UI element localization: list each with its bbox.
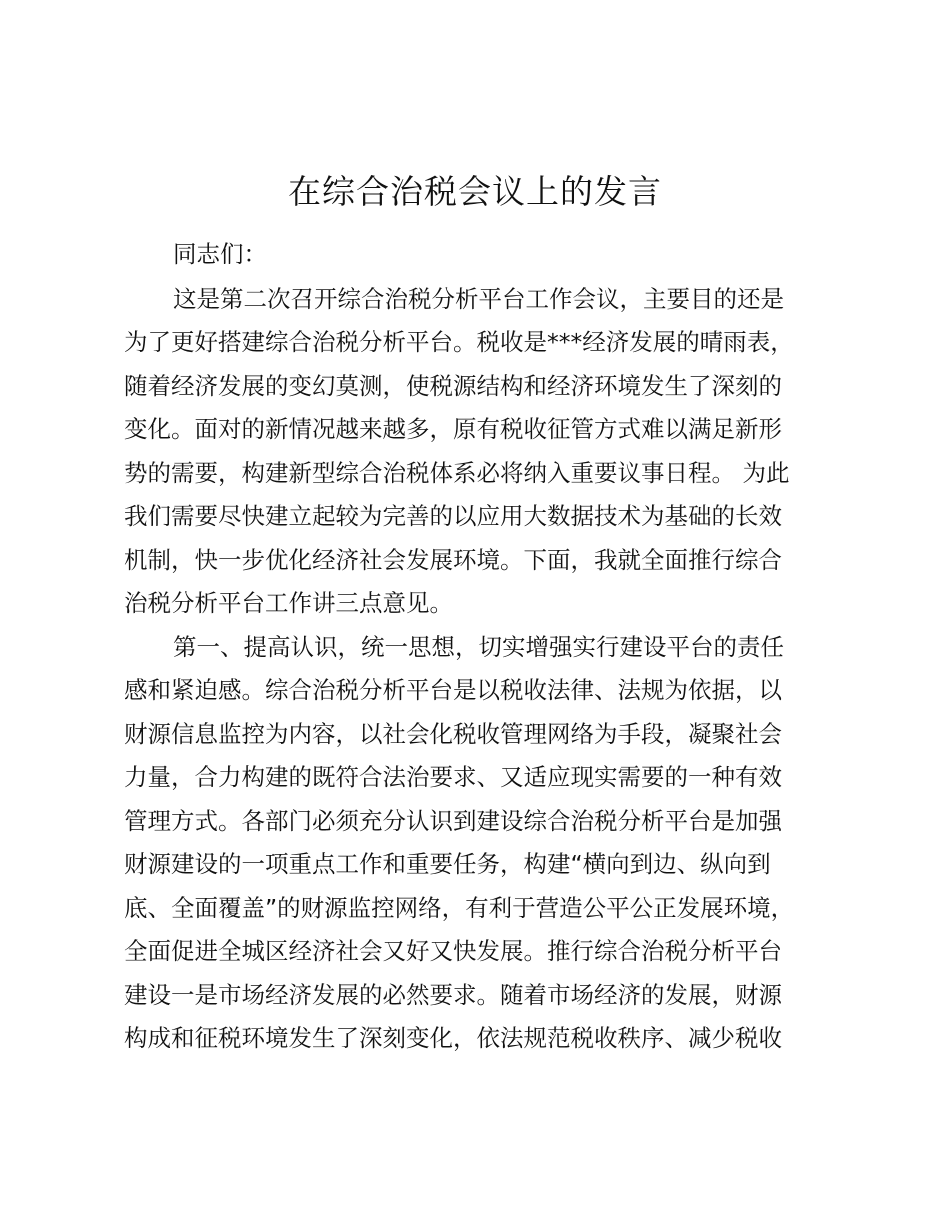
paragraph-line: 治税分析平台工作讲三点意见。 bbox=[124, 589, 453, 617]
document-body bbox=[124, 233, 829, 1061]
paragraph-line: 第一、提高认识，统一思想，切实增强实行建设平台的责任 bbox=[173, 632, 784, 661]
document-title: 在综合治税会议上的发言 bbox=[288, 172, 662, 211]
paragraph-line: 势的需要，构建新型综合治税体系必将纳入重要议事日程。 为此 bbox=[124, 458, 790, 487]
paragraph-line: 力量，合力构建的既符合法治要求、又适应现实需要的一种有效 bbox=[124, 763, 782, 791]
paragraph-2 bbox=[124, 626, 829, 1061]
paragraph-line: 感和紧迫感。综合治税分析平台是以税收法律、法规为依据，以 bbox=[124, 676, 782, 704]
paragraph-line: 变化。面对的新情况越来越多，原有税收征管方式难以满足新形 bbox=[124, 415, 782, 443]
paragraph-line: 财源信息监控为内容，以社会化税收管理网络为手段，凝聚社会 bbox=[124, 719, 782, 748]
paragraph-line: 全面促进全城区经济社会又好又快发展。推行综合治税分析平台 bbox=[124, 937, 782, 965]
paragraph-line: 底、全面覆盖”的财源监控网络，有利于营造公平公正发展环境， bbox=[124, 893, 795, 922]
paragraph-line: 这是第二次召开综合治税分析平台工作会议，主要目的还是 bbox=[173, 284, 784, 313]
paragraph-line: 建设一是市场经济发展的必然要求。随着市场经济的发展，财源 bbox=[124, 980, 782, 1009]
paragraph-line: 构成和征税环境发生了深刻变化，依法规范税收秩序、减少税收 bbox=[124, 1024, 782, 1052]
paragraph-line: 机制，快一步优化经济社会发展环境。下面，我就全面推行综合 bbox=[124, 545, 782, 574]
paragraph-line: 随着经济发展的变幻莫测，使税源结构和经济环境发生了深刻的 bbox=[124, 371, 782, 400]
paragraph-line: 我们需要尽快建立起较为完善的以应用大数据技术为基础的长效 bbox=[124, 502, 782, 530]
paragraph-1 bbox=[124, 278, 829, 626]
paragraph-line: 管理方式。各部门必须充分认识到建设综合治税分析平台是加强 bbox=[124, 806, 782, 835]
salutation: 同志们： bbox=[173, 240, 267, 268]
paragraph-line: 财源建设的一项重点工作和重要任务，构建“横向到边、纵向到 bbox=[124, 850, 771, 878]
paragraph-line: 为了更好搭建综合治税分析平台。税收是***经济发展的晴雨表， bbox=[124, 328, 794, 356]
